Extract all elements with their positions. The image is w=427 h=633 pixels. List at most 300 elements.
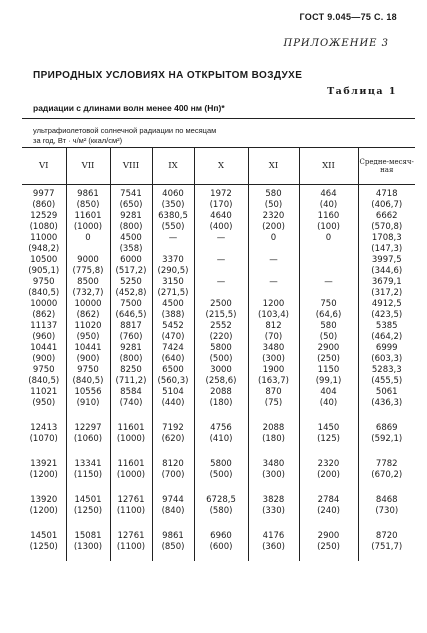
- unit-line-2: за год, Вт · ч/м² (ккал/см²): [33, 136, 123, 145]
- table-row: [22, 277, 415, 299]
- cell-value-kcal: (700): [161, 470, 185, 480]
- cell-value-wh: 9977: [32, 189, 55, 199]
- cell-value-wh: 580: [320, 321, 337, 331]
- table-cell: [194, 277, 248, 299]
- cell-value-kcal: (670,2): [371, 470, 403, 480]
- table-row: [22, 211, 415, 233]
- table-cell: [22, 299, 66, 321]
- cell-value-wh: 12297: [74, 423, 102, 433]
- table-cell: [248, 387, 299, 409]
- table-cell: [66, 453, 110, 489]
- table-cell: [248, 321, 299, 343]
- cell-value-wh: 13921: [30, 459, 58, 469]
- table-cell: [152, 365, 194, 387]
- table-cell: [110, 343, 152, 365]
- cell-value-kcal: (1250): [29, 542, 58, 552]
- cell-value-kcal: (358): [119, 244, 143, 254]
- cell-value-kcal: (910): [76, 398, 100, 408]
- cell-value-wh: 9281: [120, 211, 142, 221]
- cell-value-kcal: (1060): [73, 434, 103, 444]
- cell-value-wh: 1708,3: [371, 233, 402, 243]
- table-cell: [299, 299, 358, 321]
- cell-value-wh: 8120: [162, 459, 184, 469]
- cell-value-kcal: (50): [319, 332, 338, 342]
- cell-value-wh: 11000: [30, 233, 58, 243]
- table-cell: [22, 277, 66, 299]
- cell-value-kcal: (200): [317, 470, 340, 480]
- cell-value-kcal: (75): [264, 398, 283, 408]
- table-cell: [66, 185, 110, 212]
- cell-value-kcal: (840,5): [28, 376, 60, 386]
- table-row: [22, 387, 415, 409]
- table-row: [22, 453, 415, 489]
- cell-value-wh: 11601: [74, 211, 102, 221]
- table-cell: [66, 365, 110, 387]
- cell-value-kcal: (840,5): [72, 376, 104, 386]
- cell-value-kcal: (620): [161, 434, 185, 444]
- table-cell: [358, 489, 415, 525]
- cell-value-kcal: (317,2): [371, 288, 403, 298]
- cell-value-wh: 5385: [375, 321, 398, 331]
- cell-value-kcal: (1080): [29, 222, 58, 232]
- table-cell: [248, 453, 299, 489]
- table-cell: [66, 489, 110, 525]
- cell-value-wh: 9750: [32, 277, 55, 287]
- cell-value-wh: 7424: [162, 343, 184, 353]
- table-cell: [299, 365, 358, 387]
- cell-value-kcal: (640): [161, 354, 185, 364]
- table-cell: [66, 255, 110, 277]
- cell-value-kcal: (271,5): [157, 288, 189, 298]
- cell-value-wh: 3480: [262, 459, 285, 469]
- cell-value-kcal: (740): [119, 398, 143, 408]
- cell-value-kcal: (517,2): [115, 266, 147, 276]
- table-cell: [299, 233, 358, 255]
- cell-value-kcal: (1200): [29, 506, 58, 516]
- cell-value-kcal: (948,2): [28, 244, 60, 254]
- cell-value-wh: 13920: [30, 495, 58, 505]
- cell-value-kcal: (388): [161, 310, 185, 320]
- cell-value-kcal: (220): [209, 332, 233, 342]
- cell-value-kcal: (240): [317, 506, 340, 516]
- cell-value-wh: 13341: [74, 459, 102, 469]
- cell-value-wh: 8250: [120, 365, 142, 375]
- cell-value-kcal: (250): [317, 542, 340, 552]
- table-cell: [66, 211, 110, 233]
- table-cell: [66, 387, 110, 409]
- cell-value-kcal: (250): [317, 354, 340, 364]
- table-cell: [152, 185, 194, 212]
- table-cell: [152, 255, 194, 277]
- spacer-cell: [66, 409, 110, 417]
- cell-value-wh: 3828: [262, 495, 285, 505]
- table-row: [22, 321, 415, 343]
- cell-value-wh: 5283,3: [371, 365, 402, 375]
- column-header: VI: [22, 148, 66, 185]
- cell-value-wh: 0: [270, 233, 277, 243]
- cell-value-wh: 0: [325, 233, 332, 243]
- cell-value-wh: —: [168, 233, 178, 243]
- cell-value-kcal: (103,4): [258, 310, 289, 320]
- cell-value-wh: 11021: [30, 387, 58, 397]
- cell-value-kcal: (70): [264, 332, 283, 342]
- table-cell: [22, 233, 66, 255]
- column-header: IX: [152, 148, 194, 185]
- cell-value-kcal: (950): [76, 332, 100, 342]
- cell-value-kcal: (900): [76, 354, 100, 364]
- page-header: ГОСТ 9.045—75 С. 18: [299, 12, 397, 22]
- table-cell: [152, 489, 194, 525]
- cell-value-wh: 870: [265, 387, 282, 397]
- cell-value-wh: 6999: [375, 343, 398, 353]
- table-cell: [299, 525, 358, 561]
- table-cell: [194, 321, 248, 343]
- table-cell: [358, 417, 415, 453]
- column-header: VIII: [110, 148, 152, 185]
- cell-value-wh: 7541: [120, 189, 142, 199]
- cell-value-kcal: (850): [76, 200, 100, 210]
- cell-value-wh: 8500: [77, 277, 99, 287]
- cell-value-wh: 2552: [210, 321, 232, 331]
- cell-value-wh: 1900: [262, 365, 285, 375]
- cell-value-wh: 6960: [210, 531, 232, 541]
- table-cell: [66, 233, 110, 255]
- cell-value-kcal: (215,5): [205, 310, 237, 320]
- table-cell: [152, 417, 194, 453]
- cell-value-kcal: (147,3): [371, 244, 403, 254]
- table-cell: [299, 211, 358, 233]
- table-cell: [152, 211, 194, 233]
- cell-value-wh: 580: [265, 189, 282, 199]
- cell-value-wh: 11020: [74, 321, 102, 331]
- table-cell: [152, 299, 194, 321]
- cell-value-wh: 2500: [210, 299, 232, 309]
- cell-value-kcal: (800): [119, 354, 143, 364]
- table-row: [22, 417, 415, 453]
- cell-value-kcal: (550): [161, 222, 185, 232]
- table-cell: [194, 417, 248, 453]
- table-cell: [22, 417, 66, 453]
- cell-value-kcal: (775,8): [72, 266, 104, 276]
- cell-value-kcal: (423,5): [371, 310, 403, 320]
- cell-value-wh: 8584: [120, 387, 142, 397]
- cell-value-wh: 11601: [117, 423, 145, 433]
- cell-value-kcal: (950): [32, 398, 56, 408]
- cell-value-kcal: (860): [32, 200, 56, 210]
- spacer-cell: [22, 409, 66, 417]
- table-cell: [22, 387, 66, 409]
- cell-value-wh: 10556: [74, 387, 102, 397]
- cell-value-wh: 7782: [375, 459, 398, 469]
- cell-value-wh: 2088: [262, 423, 285, 433]
- table-cell: [194, 453, 248, 489]
- cell-value-wh: 9000: [77, 255, 99, 265]
- table-cell: [358, 525, 415, 561]
- cell-value-wh: 4912,5: [371, 299, 402, 309]
- cell-value-wh: 8468: [375, 495, 398, 505]
- table-cell: [299, 453, 358, 489]
- cell-value-kcal: (50): [264, 200, 283, 210]
- cell-value-wh: 12761: [117, 531, 145, 541]
- table-row: [22, 299, 415, 321]
- cell-value-kcal: (1000): [116, 470, 146, 480]
- table-cell: [66, 299, 110, 321]
- table-cell: [358, 453, 415, 489]
- cell-value-wh: 5061: [375, 387, 398, 397]
- table-cell: [152, 525, 194, 561]
- table-cell: [22, 211, 66, 233]
- cell-value-kcal: (905,1): [28, 266, 60, 276]
- cell-value-wh: 9281: [120, 343, 142, 353]
- table-cell: [110, 255, 152, 277]
- cell-value-kcal: (64,6): [315, 310, 342, 320]
- cell-value-wh: 11601: [117, 459, 145, 469]
- cell-value-kcal: (1000): [116, 434, 146, 444]
- cell-value-kcal: (258,6): [205, 376, 237, 386]
- cell-value-kcal: (410): [209, 434, 233, 444]
- table-cell: [248, 277, 299, 299]
- cell-value-wh: 1450: [317, 423, 340, 433]
- cell-value-wh: 2320: [262, 211, 285, 221]
- cell-value-wh: 5800: [210, 343, 232, 353]
- table-cell: [22, 525, 66, 561]
- cell-value-wh: 4756: [210, 423, 232, 433]
- cell-value-wh: 3370: [162, 255, 184, 265]
- unit-line-1: ультрафиолетовой солнечной радиации по месяцам: [33, 126, 217, 135]
- cell-value-wh: 9861: [77, 189, 99, 199]
- table-cell: [299, 343, 358, 365]
- table-cell: [66, 277, 110, 299]
- table-cell: [248, 489, 299, 525]
- cell-value-kcal: (1150): [73, 470, 103, 480]
- cell-value-kcal: (452,8): [115, 288, 147, 298]
- cell-value-wh: 2088: [210, 387, 232, 397]
- column-header-average: Средне-месяч-ная: [358, 148, 415, 185]
- table-row: [22, 525, 415, 561]
- table-cell: [299, 417, 358, 453]
- cell-value-kcal: (500): [209, 470, 233, 480]
- cell-value-kcal: (436,3): [371, 398, 403, 408]
- table-cell: [194, 365, 248, 387]
- table-cell: [194, 525, 248, 561]
- cell-value-wh: 12761: [117, 495, 145, 505]
- table-cell: [66, 321, 110, 343]
- table-cell: [358, 365, 415, 387]
- cell-value-kcal: (850): [161, 542, 185, 552]
- cell-value-wh: 8817: [120, 321, 142, 331]
- table-cell: [66, 525, 110, 561]
- top-divider: [22, 118, 415, 119]
- cell-value-wh: 0: [85, 233, 91, 243]
- cell-value-wh: 6380,5: [158, 211, 188, 221]
- table-header-row: [22, 148, 415, 185]
- cell-value-kcal: (580): [209, 506, 233, 516]
- cell-value-kcal: (200): [262, 222, 285, 232]
- cell-value-wh: 7500: [120, 299, 142, 309]
- cell-value-kcal: (330): [262, 506, 285, 516]
- cell-value-wh: —: [216, 255, 226, 265]
- cell-value-wh: 12413: [30, 423, 58, 433]
- table-cell: [194, 343, 248, 365]
- spacer-cell: [299, 409, 358, 417]
- cell-value-wh: 6662: [375, 211, 398, 221]
- cell-value-wh: 14501: [74, 495, 102, 505]
- table-cell: [358, 185, 415, 212]
- cell-value-wh: —: [324, 277, 333, 287]
- cell-value-kcal: (751,7): [371, 542, 403, 552]
- cell-value-kcal: (360): [262, 542, 285, 552]
- cell-value-wh: 10441: [74, 343, 102, 353]
- cell-value-wh: 3480: [262, 343, 285, 353]
- cell-value-wh: 6869: [375, 423, 398, 433]
- cell-value-kcal: (840): [161, 506, 185, 516]
- cell-value-kcal: (40): [319, 398, 338, 408]
- spacer-cell: [358, 409, 415, 417]
- table-cell: [358, 233, 415, 255]
- cell-value-wh: 9744: [162, 495, 184, 505]
- table-cell: [299, 387, 358, 409]
- radiation-table: [22, 147, 415, 561]
- table-cell: [248, 255, 299, 277]
- cell-value-kcal: (99,1): [315, 376, 342, 386]
- table-cell: [299, 277, 358, 299]
- cell-value-wh: 2320: [317, 459, 340, 469]
- cell-value-kcal: (470): [161, 332, 185, 342]
- cell-value-wh: 3150: [162, 277, 184, 287]
- cell-value-wh: 10000: [30, 299, 58, 309]
- cell-value-wh: 5800: [210, 459, 232, 469]
- table-row: [22, 365, 415, 387]
- cell-value-wh: 3679,1: [371, 277, 402, 287]
- table-cell: [248, 211, 299, 233]
- table-cell: [22, 365, 66, 387]
- cell-value-wh: 2900: [317, 343, 340, 353]
- table-cell: [152, 387, 194, 409]
- cell-value-kcal: (900): [32, 354, 56, 364]
- cell-value-kcal: (500): [209, 354, 233, 364]
- cell-value-kcal: (840,5): [28, 288, 60, 298]
- table-cell: [358, 343, 415, 365]
- cell-value-kcal: (455,5): [371, 376, 403, 386]
- table-cell: [299, 185, 358, 212]
- table-cell: [22, 321, 66, 343]
- cell-value-wh: 9750: [77, 365, 99, 375]
- column-header: X: [194, 148, 248, 185]
- row-spacer: [22, 409, 415, 417]
- table-cell: [66, 417, 110, 453]
- cell-value-kcal: (350): [161, 200, 185, 210]
- table-cell: [110, 417, 152, 453]
- table-cell: [110, 365, 152, 387]
- cell-value-kcal: (800): [119, 222, 143, 232]
- cell-value-wh: 6000: [120, 255, 142, 265]
- table-cell: [299, 321, 358, 343]
- table-cell: [248, 299, 299, 321]
- table-cell: [110, 489, 152, 525]
- table-cell: [194, 211, 248, 233]
- cell-value-wh: 5452: [162, 321, 184, 331]
- cell-value-kcal: (163,7): [258, 376, 289, 386]
- cell-value-wh: 12529: [30, 211, 58, 221]
- table-cell: [110, 299, 152, 321]
- cell-value-kcal: (711,2): [115, 376, 147, 386]
- cell-value-wh: —: [216, 233, 226, 243]
- cell-value-kcal: (1300): [73, 542, 103, 552]
- table-cell: [248, 343, 299, 365]
- table-label: Таблица 1: [327, 86, 397, 97]
- table-cell: [358, 277, 415, 299]
- cell-value-kcal: (560,3): [157, 376, 189, 386]
- table-cell: [299, 255, 358, 277]
- cell-value-kcal: (1070): [29, 434, 58, 444]
- table-cell: [110, 185, 152, 212]
- cell-value-wh: 8720: [375, 531, 398, 541]
- cell-value-wh: 7192: [162, 423, 184, 433]
- table-cell: [358, 387, 415, 409]
- table-cell: [22, 453, 66, 489]
- cell-value-wh: 1972: [210, 189, 232, 199]
- cell-value-kcal: (730): [375, 506, 399, 516]
- table-row: [22, 233, 415, 255]
- cell-value-wh: 11137: [30, 321, 58, 331]
- spacer-cell: [248, 409, 299, 417]
- table-cell: [358, 255, 415, 277]
- cell-value-wh: 6500: [162, 365, 184, 375]
- cell-value-wh: 750: [320, 299, 337, 309]
- cell-value-kcal: (862): [76, 310, 100, 320]
- cell-value-kcal: (1000): [73, 222, 103, 232]
- table-cell: [248, 233, 299, 255]
- cell-value-kcal: (125): [317, 434, 340, 444]
- cell-value-wh: 4176: [262, 531, 285, 541]
- cell-value-kcal: (1200): [29, 470, 58, 480]
- cell-value-kcal: (1100): [116, 506, 146, 516]
- appendix-label: ПРИЛОЖЕНИЕ 3: [283, 38, 389, 49]
- cell-value-wh: —: [216, 277, 226, 287]
- cell-value-wh: 9750: [32, 365, 55, 375]
- cell-value-kcal: (570,8): [371, 222, 403, 232]
- cell-value-wh: 3000: [210, 365, 232, 375]
- cell-value-wh: 4500: [120, 233, 142, 243]
- table-cell: [152, 277, 194, 299]
- cell-value-wh: 464: [320, 189, 337, 199]
- table-cell: [358, 299, 415, 321]
- cell-value-wh: 14501: [30, 531, 58, 541]
- spacer-cell: [110, 409, 152, 417]
- cell-value-wh: 4640: [210, 211, 232, 221]
- cell-value-kcal: (300): [262, 354, 285, 364]
- table-cell: [152, 233, 194, 255]
- cell-value-wh: 2784: [317, 495, 340, 505]
- table-cell: [194, 233, 248, 255]
- table-cell: [194, 255, 248, 277]
- table-cell: [22, 185, 66, 212]
- cell-value-wh: —: [269, 277, 278, 287]
- cell-value-kcal: (100): [317, 222, 340, 232]
- column-header: XI: [248, 148, 299, 185]
- table-cell: [110, 387, 152, 409]
- table-cell: [22, 255, 66, 277]
- cell-value-wh: 6728,5: [206, 495, 236, 505]
- spacer-cell: [194, 409, 248, 417]
- spacer-cell: [152, 409, 194, 417]
- table-cell: [248, 525, 299, 561]
- document-title: ПРИРОДНЫХ УСЛОВИЯХ НА ОТКРЫТОМ ВОЗДУХЕ: [33, 70, 303, 81]
- cell-value-wh: 4500: [162, 299, 184, 309]
- cell-value-wh: 1150: [317, 365, 340, 375]
- table-cell: [299, 489, 358, 525]
- cell-value-kcal: (344,6): [371, 266, 403, 276]
